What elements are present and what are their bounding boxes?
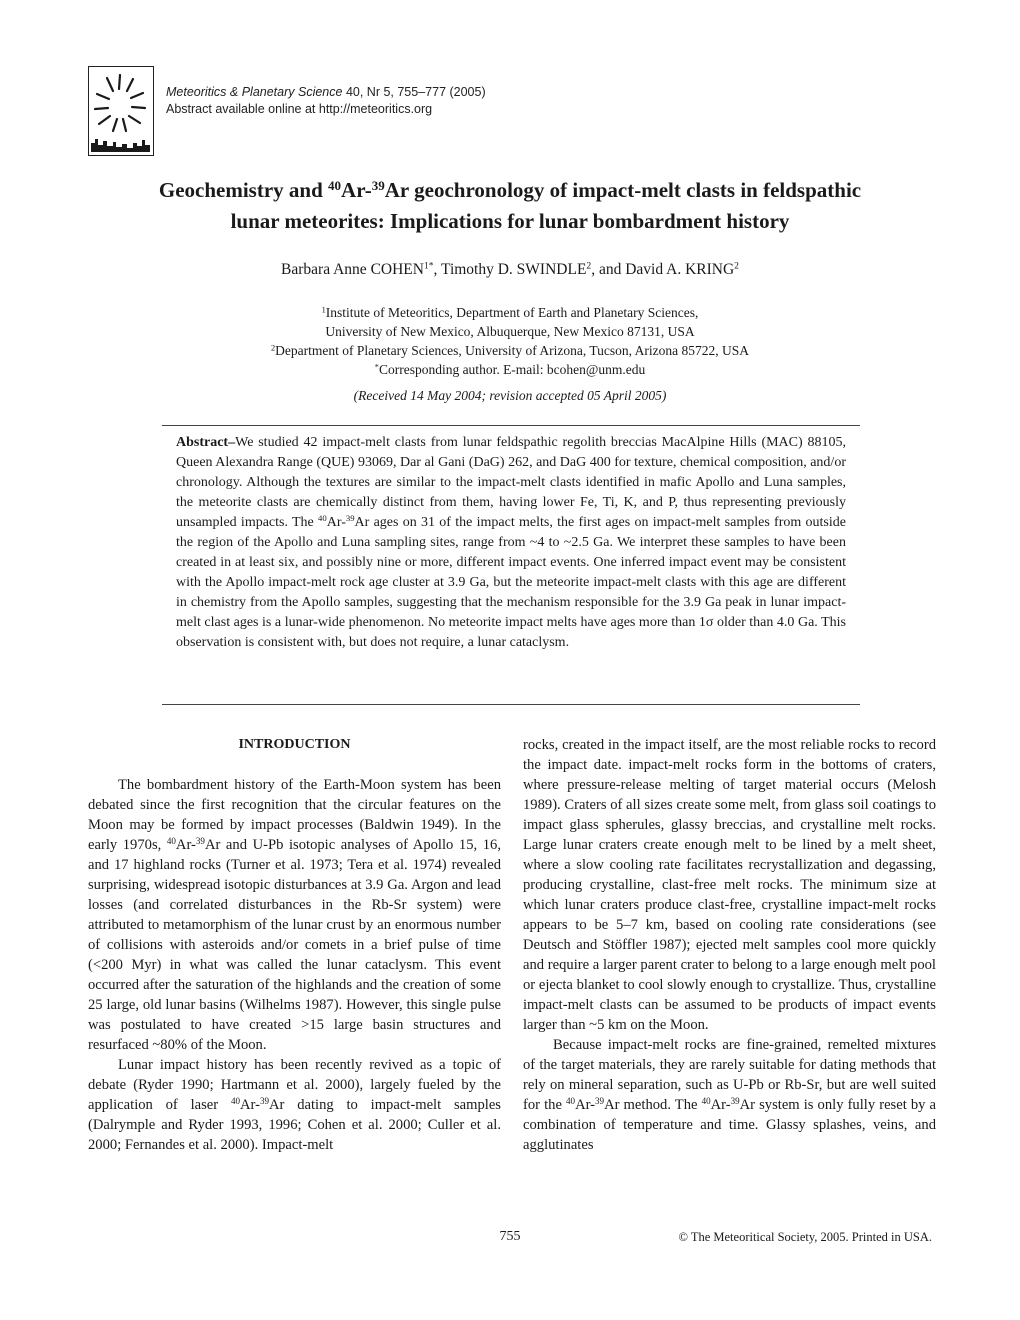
intro-paragraph-3 [523, 1035, 936, 1155]
r2-text-c: Ar method. The [604, 1097, 702, 1113]
author-3-mark: 2 [734, 260, 739, 272]
r2-sup-1: 40 [566, 1096, 576, 1107]
copyright-notice: © The Meteoritical Society, 2005. Printed in USA. [678, 1230, 932, 1244]
p1-text-c: Ar and U-Pb isotopic analyses of Apollo 15, 16, and 17 highland rocks (Turner et al. 1973; Tera et al. 1974) revealed surprising, widespread isotopic disturbances at 3.9 Ga. Argon and lead losses (and correlated disturbances in the Rb-Sr system) were attributed to metamorphism of the lunar crust by an enormous number of collisions with asteroids and/or comets in a brief pulse of time (<200 Myr) in what was called the lunar cataclysm. This event occurred after the saturation of the highlands and the creation of some 25 large, old lunar basins (Wilhelms 1987). However, this single pulse was postulated to have created >15 large basin structures and resurfaced ~80% of the Moon. [88, 837, 501, 1053]
section-heading-introduction: INTRODUCTION [238, 737, 351, 752]
received-dates: (Received 14 May 2004; revision accepted 05 April 2005) [353, 388, 667, 403]
left-column [88, 735, 501, 1155]
author-2: , Timothy D. SWINDLE [433, 261, 587, 278]
r2-sup-3: 40 [701, 1096, 711, 1107]
intro-paragraph-1 [88, 775, 501, 1055]
p1-text-a: The bombardment history of the Earth-Moon system has been debated since the first recognition that the circular features on the Moon may be formed by impact processes (Baldwin 1949). In the early 1970s, [88, 777, 501, 853]
online-availability: Abstract available online at http://meteoritics.org [166, 102, 433, 116]
journal-citation: 40, Nr 5, 755–777 (2005) [342, 85, 486, 99]
affiliation-1-mark: 1 [321, 305, 326, 315]
title-text-2: Ar- [341, 178, 372, 202]
abstract-top-rule [162, 425, 860, 426]
article-title [60, 175, 960, 237]
title-line-2: lunar meteorites: Implications for lunar bombardment history [230, 209, 790, 233]
author-1-mark: 1* [423, 260, 434, 272]
abstract-text-3: Ar ages on 31 of the impact melts, the first ages on impact-melt samples from outside the region of the Apollo and Luna sampling sites, range from ~4 to ~2.5 Ga. We interpret these samples to have been created in at least six, and possibly nine or more, different impact events. One inferred impact event may be consistent with the Apollo impact-melt rock age cluster at 3.9 Ga, but the meteorite impact-melt clasts with this age are different in chemistry from the Apollo samples, suggesting that the mechanism responsible for the 3.9 Ga peak in lunar impact-melt clast ages is a lunar-wide phenomenon. No meteorite impact melts have ages more than 1σ older than 4.0 Ga. This observation is consistent with, but does not require, a lunar cataclysm. [176, 515, 846, 650]
abstract-bottom-rule [162, 704, 860, 705]
journal-name: Meteoritics & Planetary Science [166, 85, 343, 99]
r2-text-e: Ar system is only fully reset by a combination of temperature and time. Glassy splashes, veins, and agglutinates [523, 1097, 936, 1153]
r2-text-b: Ar- [575, 1097, 596, 1113]
title-sup-2: 39 [371, 177, 385, 193]
title-text-3: Ar geochronology of impact-melt clasts in feldspathic [384, 178, 862, 202]
abstract-text-2: Ar- [326, 515, 346, 530]
affiliation-2: Department of Planetary Sciences, University of Arizona, Tucson, Arizona 85722, USA [275, 343, 750, 358]
p2-sup-2: 39 [259, 1096, 270, 1107]
p2-sup-1: 40 [230, 1096, 240, 1107]
r2-sup-4: 39 [730, 1096, 740, 1107]
journal-logo-graphic [89, 67, 152, 154]
p1-sup-1: 40 [166, 836, 176, 847]
journal-header [166, 84, 486, 118]
title-sup-1: 40 [328, 177, 342, 193]
corresponding-mark: * [374, 362, 379, 372]
r2-sup-2: 39 [595, 1096, 605, 1107]
title-text-1: Geochemistry and [158, 178, 329, 202]
abstract [176, 433, 846, 653]
p2-text-a: Lunar impact history has been recently revived as a topic of debate (Ryder 1990; Hartmann et al. 2000), largely fueled by the application of laser [88, 1057, 501, 1113]
abstract-sup-1: 40 [318, 513, 327, 524]
affiliation-1-line-2: University of New Mexico, Albuquerque, New Mexico 87131, USA [325, 324, 695, 339]
r2-text-a: Because impact-melt rocks are fine-grained, remelted mixtures of the target materials, they are rarely suitable for dating methods that rely on mineral separation, such as U-Pb or Rb-Sr, but are well suited for the [523, 1037, 936, 1113]
intro-paragraph-continued: rocks, created in the impact itself, are the most reliable rocks to record the impact date. impact-melt rocks form in the bottoms of craters, where pressure-release melting of target material occurs (Melosh 1989). Craters of all sizes create some melt, from glass soil coatings to impact glass spherules, glassy breccias, and crystalline melt rocks. Large lunar craters create enough melt to be lined by a melt sheet, where a slow cooling rate facilitates recrystallization and degassing, producing crystalline, clast-free melt rocks. The minimum size at which lunar craters produce clast-free, crystalline impact-melt rocks appears to be 5–7 km, based on cooling rate considerations (see Deutsch and Stöffler 1987); ejected melt samples cool more quickly and require a larger parent crater to belong to a large enough melt pool or ejecta blanket to cool slowly enough to crystallize. Thus, crystalline impact-melt clasts can be assumed to be products of impact events larger than ~5 km on the Moon. [523, 737, 936, 1033]
author-1: Barbara Anne COHEN [281, 261, 424, 278]
author-2-mark: 2 [586, 260, 592, 272]
journal-logo [88, 66, 154, 156]
journal-citation-line [166, 84, 486, 101]
abstract-sup-2: 39 [345, 513, 355, 524]
affiliation-1-line-1: Institute of Meteoritics, Department of Earth and Planetary Sciences, [325, 305, 699, 320]
corresponding-author: Corresponding author. E-mail: bcohen@unm.edu [378, 362, 646, 377]
p2-text-b: Ar- [240, 1097, 260, 1113]
abstract-label: Abstract– [176, 435, 236, 450]
author-list [60, 261, 960, 279]
r2-text-d: Ar- [710, 1097, 731, 1113]
abstract-text-1: We studied 42 impact-melt clasts from lunar feldspathic regolith breccias MacAlpine Hills (MAC) 88105, Queen Alexandra Range (QUE) 93069, Dar al Gani (DaG) 262, and DaG 400 for texture, chemical composition, and/or chronology. Although the textures are similar to the impact-melt clasts identified in mafic Apollo and Luna samples, the meteorite clasts are chemically distinct from them, having lower Fe, Ti, K, and P, thus representing previously unsampled impacts. The [176, 435, 846, 530]
page-number: 755 [499, 1229, 521, 1244]
affiliation-2-mark: 2 [270, 343, 276, 353]
author-3: , and David A. KRING [591, 261, 735, 278]
right-column [523, 735, 936, 1155]
intro-paragraph-2 [88, 1055, 501, 1155]
p1-sup-2: 39 [195, 836, 205, 847]
p1-text-b: Ar- [175, 837, 196, 853]
affiliations [60, 303, 960, 379]
p2-text-c: Ar dating to impact-melt samples (Dalrymple and Ryder 1993, 1996; Cohen et al. 2000; Culler et al. 2000; Fernandes et al. 2000). Impact-melt [88, 1097, 501, 1153]
